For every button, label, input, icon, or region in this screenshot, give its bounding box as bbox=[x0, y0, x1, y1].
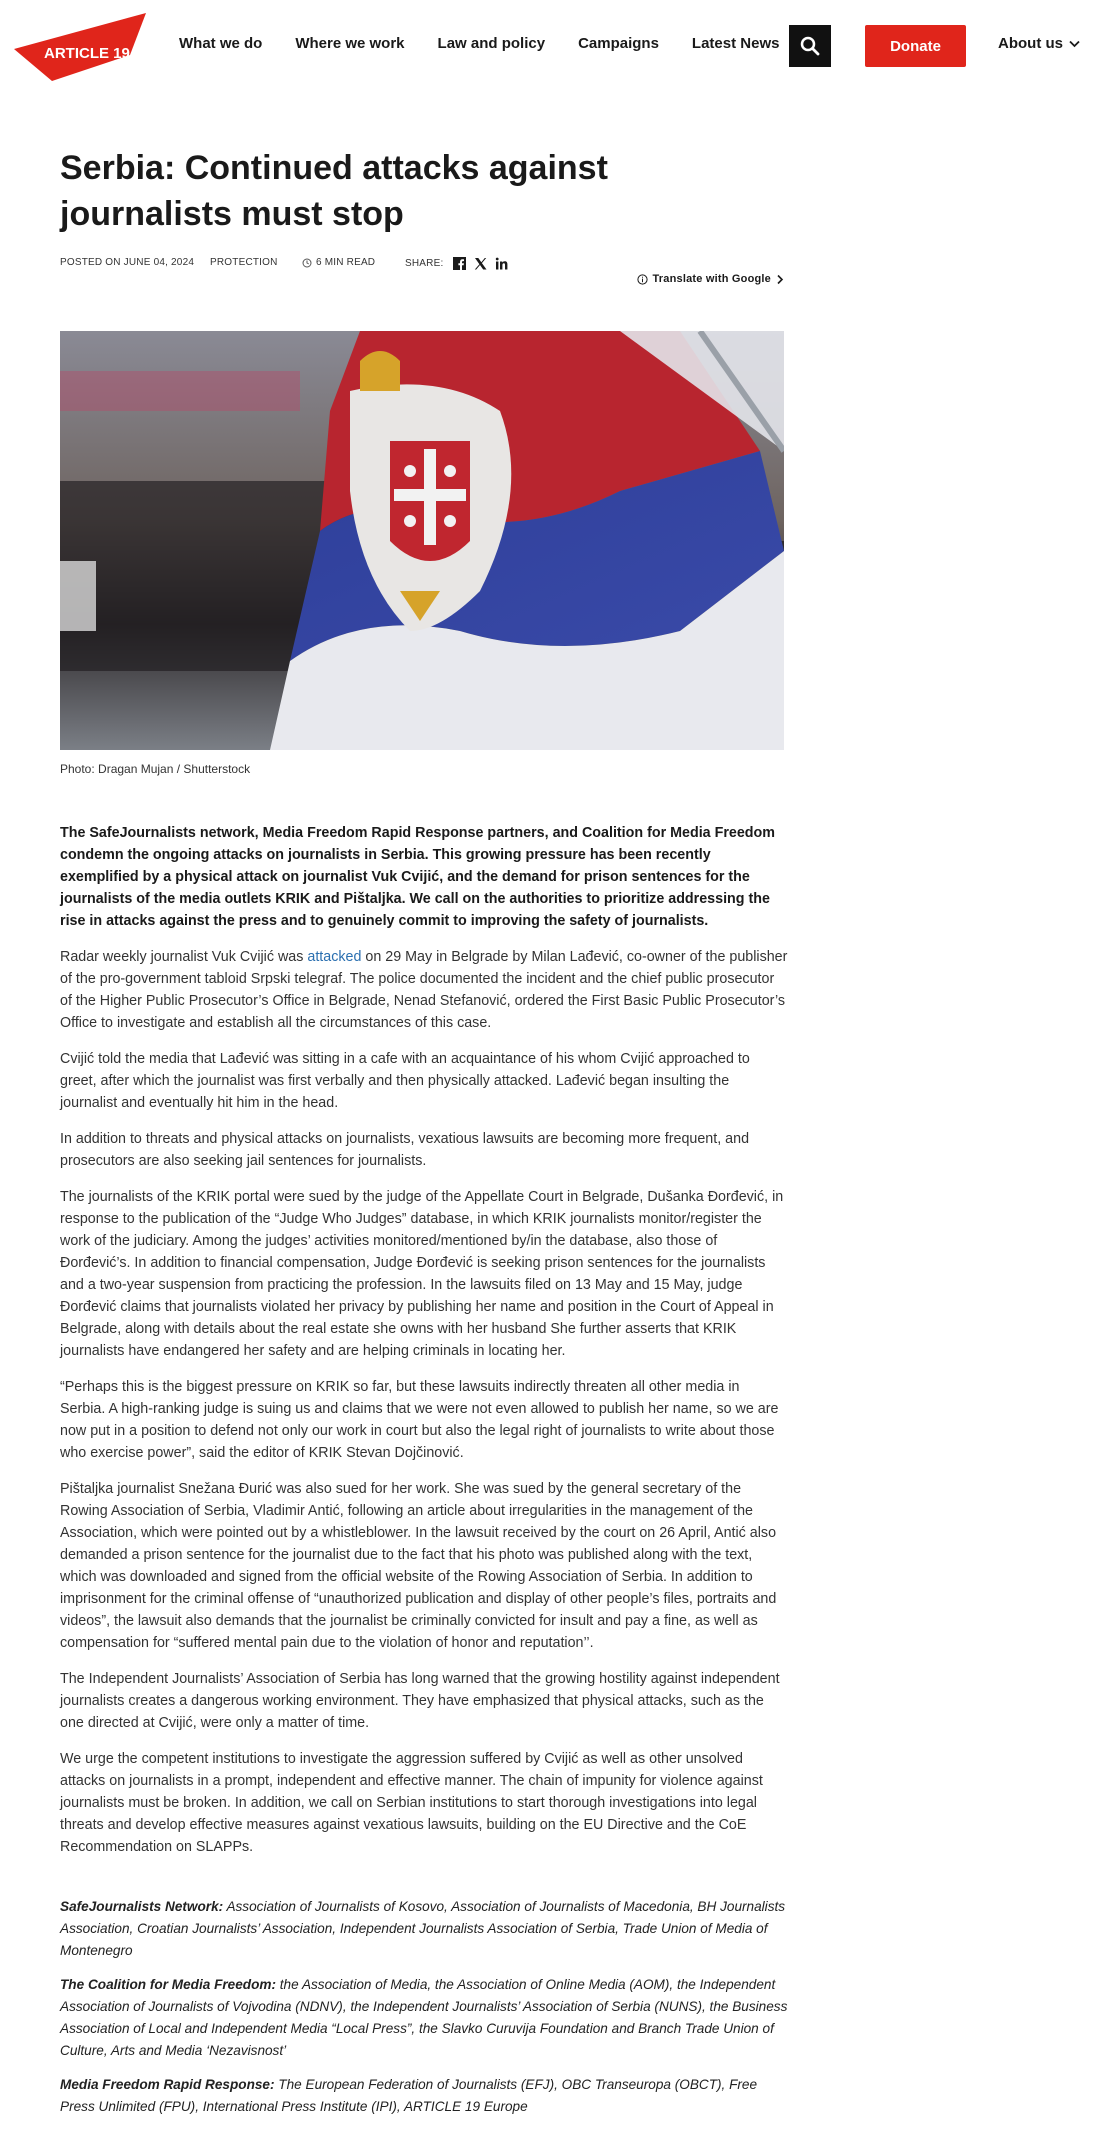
linkedin-icon[interactable] bbox=[495, 257, 508, 270]
signatory-group bbox=[60, 2074, 790, 2118]
article-paragraph bbox=[60, 946, 788, 1034]
article19-logo[interactable] bbox=[14, 13, 146, 81]
nav-law-and-policy[interactable]: Law and policy bbox=[437, 35, 546, 52]
read-time bbox=[302, 257, 375, 268]
article-header bbox=[60, 145, 784, 311]
info-icon bbox=[637, 274, 648, 285]
share-label: SHARE: bbox=[405, 258, 444, 269]
article-paragraph: Pištaljka journalist Snežana Đurić was also sued for her work. She was sued by the general secretary of the Rowing Association of Serbia, Vladimir Antić, following an article about irregularities in the management of the Association, which were pointed out by a whistleblower. In the lawsuit received by the court on 26 April, Antić also demanded a prison sentence for the journalist due to the fact that his photo was published along with the text, which was downloaded and signed from the official website of the Rowing Association of Serbia. In addition to imprisonment for the criminal offense of “unauthorized publication and display of other people’s files, portraits and videos”, the lawsuit also demands that the journalist be criminally convicted for insult and pay a fine, as well as compensation for “suffered mental pain due to the violation of honor and reputation’’. bbox=[60, 1481, 777, 1651]
paragraph-text: on 29 May in Belgrade by Milan Lađević, co-owner of the publisher of the pro-government tabloid Srpski telegraf. The police documented the incident and the chief public prosecutor of the Higher Public Prosecutor’s Office in Belgrade, Nenad Stefanović, ordered the First Basic Public Prosecutor’s Office to investigate and establish all the circumstances of this case. bbox=[60, 949, 788, 1031]
article-paragraph: The Independent Journalists’ Association of Serbia has long warned that the growing hostility against independent journalists creates a dangerous working environment. They have emphasized that physical attacks, such as the one directed at Cvijić, were only a matter of time. bbox=[60, 1671, 780, 1731]
signatory-text: The European Federation of Journalists (EFJ), OBC Transeuropa (OBCT), Free Press Unlimited (FPU), International Press Institute (IPI), ARTICLE 19 Europe bbox=[60, 2077, 758, 2114]
clock-icon bbox=[302, 258, 312, 268]
attacked-link[interactable]: attacked bbox=[307, 949, 362, 965]
article-paragraph: “Perhaps this is the biggest pressure on KRIK so far, but these lawsuits indirectly threaten all other media in Serbia. A high-ranking judge is suing us and claims that we were not even allowed to publish her name, so we are now put in a position to defend not only our work in court but also the legal right of journalists to write about those who exercise power”, said the editor of KRIK Stevan Dojčinović. bbox=[60, 1379, 779, 1461]
chevron-right-icon bbox=[776, 274, 784, 285]
nav-what-we-do[interactable]: What we do bbox=[179, 35, 263, 52]
facebook-icon[interactable] bbox=[453, 257, 466, 270]
nav-where-we-work[interactable]: Where we work bbox=[295, 35, 405, 52]
article-paragraph: Cvijić told the media that Lađević was sitting in a cafe with an acquaintance of his whom Cvijić approached to greet, after which the journalist was first verbally and then physically attacked. Lađević began insulting the journalist and eventually hit him in the head. bbox=[60, 1051, 750, 1111]
read-time-label: 6 MIN READ bbox=[316, 257, 376, 268]
nav-latest-news[interactable]: Latest News bbox=[691, 35, 780, 52]
article-paragraph: We urge the competent institutions to investigate the aggression suffered by Cvijić as well as other unsolved attacks on journalists in a prompt, independent and effective manner. The chain of impunity for violence against journalists must be broken. In addition, we call on Serbian institutions to start thorough investigations into legal threats and develop effective measures against vexatious lawsuits, building on the EU Directive and the CoE Recommendation on SLAPPs. bbox=[60, 1751, 763, 1855]
signatory-label: The Coalition for Media Freedom: bbox=[60, 1977, 276, 1992]
search-icon bbox=[800, 36, 820, 56]
posted-date: POSTED ON JUNE 04, 2024 bbox=[60, 257, 195, 268]
nav-campaigns[interactable]: Campaigns bbox=[578, 35, 659, 52]
article-paragraph: The journalists of the KRIK portal were sued by the judge of the Appellate Court in Belgrade, Dušanka Đorđević, in response to the publication of the “Judge Who Judges” database, in which KRIK journalists monitor/register the work of the judiciary. Among the judges’ activities monitored/mentioned by/in the database, also those of Đorđević’s. In addition to financial compensation, Judge Đorđević is seeking prison sentences for the journalists and a two-year suspension from practicing the profession. In the lawsuits filed on 13 May and 15 May, judge Đorđević claims that journalists violated her privacy by publishing her name and position in the Court of Appeal in Belgrade, along with details about the real estate she owns with her husband She further asserts that KRIK journalists have endangered her safety and are helping criminals in locating her. bbox=[60, 1189, 784, 1359]
search-button[interactable] bbox=[789, 25, 831, 67]
signatory-text: Association of Journalists of Kosovo, Association of Journalists of Macedonia, BH Journalists Association, Croatian Journalists’ Association, Independent Journalists Association of Serbia, Trade Union of Media of Montenegro bbox=[60, 1899, 786, 1958]
donate-button[interactable]: Donate bbox=[865, 25, 966, 67]
article-lead: The SafeJournalists network, Media Freedom Rapid Response partners, and Coalition for Media Freedom condemn the ongoing attacks on journalists in Serbia. This growing pressure has been recently exemplified by a physical attack on journalist Vuk Cvijić, and the demand for prison sentences for the journalists of the media outlets KRIK and Pištaljka. We call on the authorities to prioritize addressing the rise in attacks against the press and to genuinely commit to improving the safety of journalists. bbox=[60, 825, 775, 929]
hero-image bbox=[60, 331, 784, 750]
category-link[interactable]: PROTECTION bbox=[210, 257, 278, 268]
signatory-label: Media Freedom Rapid Response: bbox=[60, 2077, 275, 2092]
signatory-text: the Association of Media, the Association of Online Media (AOM), the Independent Association of Journalists of Vojvodina (NDNV), the Independent Journalists’ Association of Serbia (NUNS), the Business Association of Local and Independent Media “Local Press”, the Slavko Curuvija Foundation and Branch Trade Union of Culture, Arts and Media ‘Nezavisnost’ bbox=[60, 1977, 788, 2058]
x-twitter-icon[interactable] bbox=[474, 257, 487, 270]
signatories-list bbox=[60, 1896, 790, 2130]
signatory-group bbox=[60, 1896, 790, 1962]
article-body bbox=[60, 822, 788, 1872]
share-row bbox=[405, 257, 508, 270]
about-us-menu[interactable] bbox=[998, 35, 1080, 52]
about-us-label: About us bbox=[998, 35, 1063, 52]
article-meta bbox=[60, 251, 784, 311]
article-paragraph: In addition to threats and physical attacks on journalists, vexatious lawsuits are becoming more frequent, and prosecutors are also seeking jail sentences for journalists. bbox=[60, 1131, 750, 1169]
chevron-down-icon bbox=[1069, 40, 1080, 48]
logo-text: ARTICLE 19 bbox=[44, 45, 130, 62]
signatory-label: SafeJournalists Network: bbox=[60, 1899, 224, 1914]
page-title: Serbia: Continued attacks against journalists must stop bbox=[60, 149, 608, 233]
translate-label: Translate with Google bbox=[652, 273, 771, 285]
paragraph-text: Radar weekly journalist Vuk Cvijić was bbox=[60, 949, 308, 965]
signatory-group bbox=[60, 1974, 790, 2062]
photo-caption: Photo: Dragan Mujan / Shutterstock bbox=[60, 762, 251, 776]
site-header bbox=[0, 0, 1100, 94]
main-nav bbox=[179, 35, 812, 52]
translate-with-google-button[interactable] bbox=[637, 273, 785, 285]
